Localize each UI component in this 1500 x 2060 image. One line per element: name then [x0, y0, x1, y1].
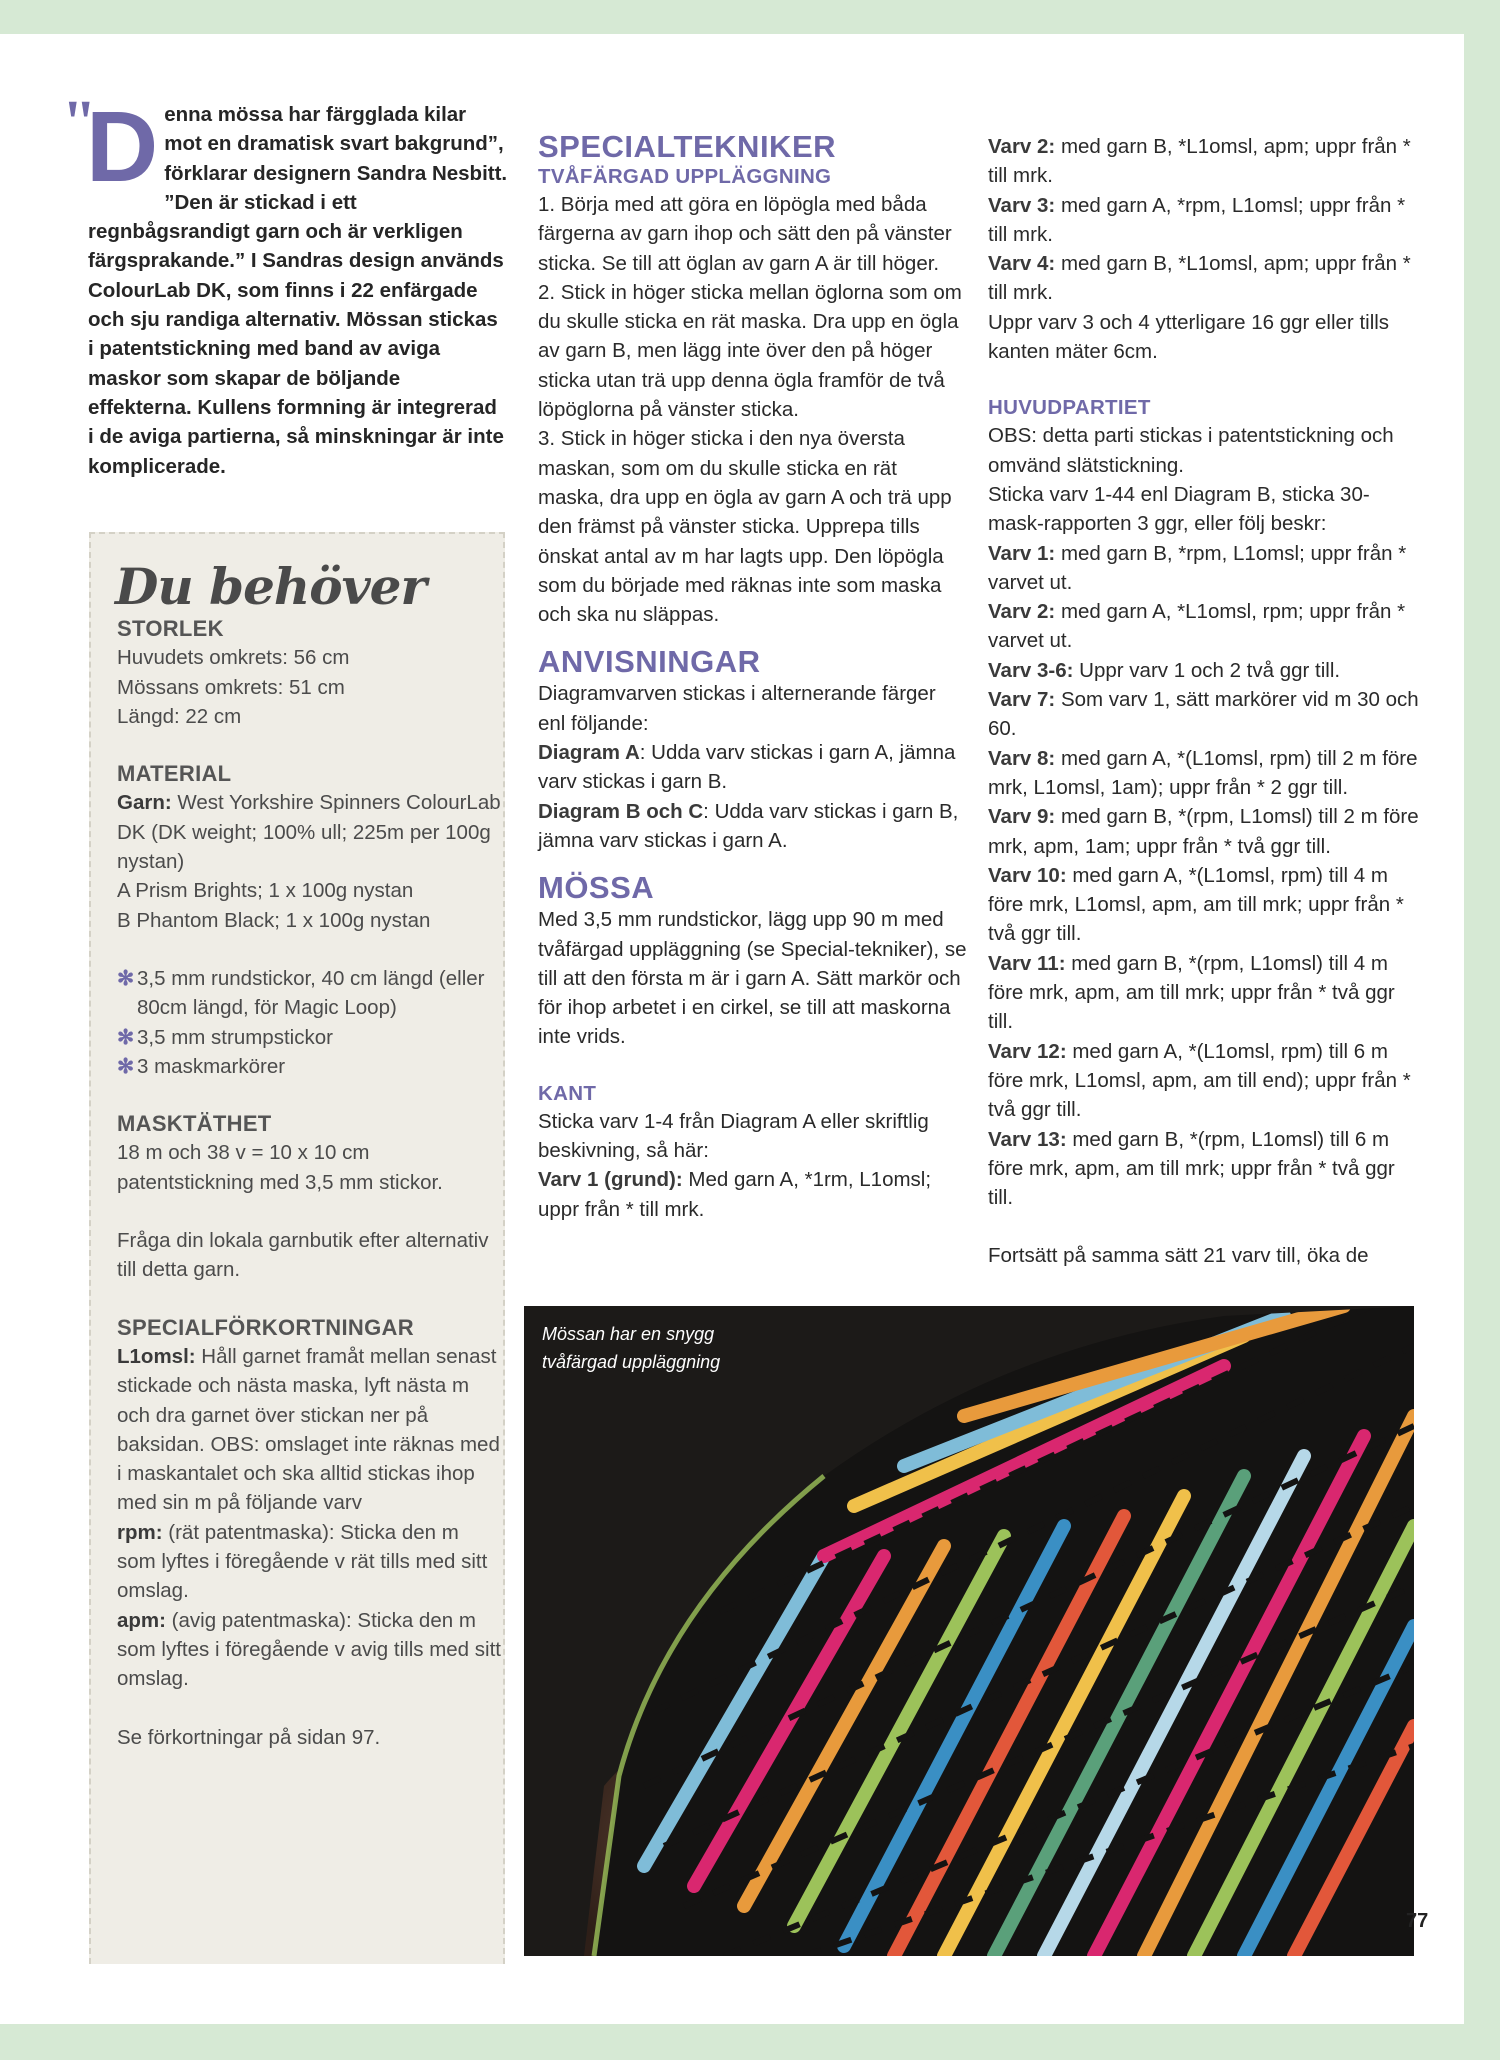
row-instruction: Varv 1 (grund): Med garn A, *1rm, L1omsl; uppr från * till mrk. [538, 1168, 932, 1221]
hat-heading: MÖSSA [538, 870, 655, 906]
abbreviation-item: apm: (avig patentmaska): Sticka den m som lyftes i föregående v avig tills med sitt omslag. [117, 1608, 501, 1691]
pattern-column-right [988, 132, 1423, 1271]
size-line: Huvudets omkrets: 56 cm [117, 646, 350, 670]
diagram-note: Diagram B och C: Udda varv stickas i garn B, jämna varv stickas i garn A. [538, 799, 959, 852]
yarn-text: West Yorkshire Spinners ColourLab DK (DK weight; 100% ull; 225m per 100g nystan) [117, 791, 501, 874]
continue-instruction: Fortsätt på samma sätt 21 varv till, öka de [988, 1244, 1369, 1268]
cast-on-subheading: TVÅFÄRGAD UPPLÄGGNING [538, 165, 832, 188]
drop-cap: D [86, 91, 159, 203]
brim-heading: KANT [538, 1081, 597, 1105]
row-instruction: Varv 2: med garn A, *L1omsl, rpm; uppr från * varvet ut. [988, 600, 1406, 653]
knitted-hat-illustration [524, 1306, 1414, 1956]
yarn-color-b: B Phantom Black; 1 x 100g nystan [117, 908, 431, 932]
hat-instructions: Med 3,5 mm rundstickor, lägg upp 90 m med tvåfärgad uppläggning (se Special-tekniker), se till att den första m är i garn A. Sätt markör och för ihop arbetet i en cirkel, se till att maskorna inte vrids. [538, 908, 967, 1049]
row-instruction: Varv 7: Som varv 1, sätt markörer vid m 30 och 60. [988, 688, 1419, 741]
asterisk-icon: ✻ [117, 1054, 135, 1078]
diagram-note: Diagram A: Udda varv stickas i garn A, jämna varv stickas i garn B. [538, 741, 956, 794]
size-heading: STORLEK [117, 616, 224, 641]
needle-list-item: ✻ 3 maskmarkörer [117, 1052, 503, 1081]
row-instruction: Varv 12: med garn A, *(L1omsl, rpm) till 6 m före mrk, L1omsl, apm, am till end); uppr från * två ggr till. [988, 1039, 1411, 1122]
hat-photo [524, 1306, 1414, 1956]
technique-step: 3. Stick in höger sticka i den nya översta maskan, som om du skulle sticka en rät maska, dra upp en ögla av garn A och trä upp den främst på vänster sticka. Upprepa tills önskat antal av m har lagts upp. Den löpögla som du började med räknas inte som maska och ska nu släppas. [538, 427, 952, 627]
special-techniques-heading: SPECIALTEKNIKER [538, 129, 837, 164]
row-instruction: Varv 9: med garn B, *(rpm, L1omsl) till 2 m före mrk, apm, 1am; uppr från * två ggr till. [988, 805, 1419, 858]
main-section-intro: Sticka varv 1-44 enl Diagram B, sticka 30-mask-rapporten 3 ggr, eller följ beskr: [988, 482, 1370, 536]
row-instruction: Varv 8: med garn A, *(L1omsl, rpm) till 2 m före mrk, L1omsl, 1am); uppr från * 2 ggr till. [988, 746, 1418, 799]
size-line: Längd: 22 cm [117, 704, 242, 728]
size-line: Mössans omkrets: 51 cm [117, 675, 345, 699]
needle-list-item: ✻ 3,5 mm rundstickor, 40 cm längd (eller 80cm längd, för Magic Loop) [117, 964, 503, 1023]
main-section-note: OBS: detta parti stickas i patentstickning och omvänd slätstickning. [988, 424, 1394, 477]
row-instruction: Varv 3: med garn A, *rpm, L1omsl; uppr från * till mrk. [988, 193, 1406, 246]
row-instruction: Varv 2: med garn B, *L1omsl, apm; uppr från * till mrk. [988, 135, 1411, 188]
gauge-note: Fråga din lokala garnbutik efter alternativ till detta garn. [117, 1229, 489, 1282]
pattern-column-middle [538, 130, 968, 1224]
yarn-color-a: A Prism Brights; 1 x 100g nystan [117, 879, 414, 903]
sidebar-title: Du behöver [115, 557, 426, 616]
row-instruction: Varv 4: med garn B, *L1omsl, apm; uppr från * till mrk. [988, 252, 1411, 305]
intro-paragraph [62, 89, 508, 481]
gauge-text: 18 m och 38 v = 10 x 10 cm patentstickning med 3,5 mm stickor. [117, 1141, 443, 1194]
row-instruction: Varv 3-6: Uppr varv 1 och 2 två ggr till. [988, 658, 1341, 682]
asterisk-icon: ✻ [117, 1025, 135, 1049]
abbreviation-item: L1omsl: Håll garnet framåt mellan senast stickade och nästa maska, lyft nästa m och dra garnet över stickan ner på baksidan. OBS: omslaget inte räknas med i maskantalet och ska alltid stickas ihop med sin m på följande varv [117, 1344, 500, 1515]
instructions-intro: Diagramvarven stickas i alternerande färger enl följande: [538, 682, 936, 735]
asterisk-icon: ✻ [117, 966, 135, 990]
intro-text: enna mössa har färgglada kilar mot en dramatisk svart bakgrund”, förklarar designern Sandra Nesbitt. ”Den är stickad i ett regnbågsrandigt garn och är verkligen färgsprakande.” I Sandras design används ColourLab DK, som finns i 22 enfärgade och sju randiga alternativ. Mössan stickas i patentstickning med band av aviga maskor som skapar de böljande effekterna. Kullens formning är integrerad i de aviga partierna, så minskningar är inte komplicerade. [88, 103, 508, 478]
material-heading: MATERIAL [117, 761, 232, 787]
brim-text: Sticka varv 1-4 från Diagram A eller skriftlig beskivning, så här: [538, 1109, 929, 1163]
abbreviations-reference: Se förkortningar på sidan 97. [117, 1725, 381, 1749]
photo-caption: Mössan har en snygg tvåfärgad uppläggning [542, 1324, 721, 1372]
page-number: 77 [1406, 1910, 1429, 1932]
yarn-label: Garn: [117, 791, 172, 815]
repeat-instruction: Uppr varv 3 och 4 ytterligare 16 ggr eller tills kanten mäter 6cm. [988, 310, 1390, 364]
row-instruction: Varv 1: med garn B, *rpm, L1omsl; uppr från * varvet ut. [988, 541, 1407, 594]
main-section-heading: HUVUDPARTIET [988, 396, 1151, 420]
opening-quote-mark: " [62, 89, 97, 157]
row-instruction: Varv 11: med garn B, *(rpm, L1omsl) till 4 m före mrk, apm, am till mrk; uppr från * två ggr till. [988, 951, 1395, 1034]
technique-step: 2. Stick in höger sticka mellan öglorna som om du skulle sticka en rät maska. Dra upp en ögla av garn B, men lägg inte över den på höger sticka utan trä upp denna ögla framför de två löpöglorna på vänster sticka. [538, 280, 962, 422]
technique-step: 1. Börja med att göra en löpögla med båda färgerna av garn ihop och sätt den på vänster sticka. Se till att öglan av garn A är till höger. [538, 193, 952, 275]
yarn-description [117, 788, 503, 876]
abbreviations-heading: SPECIALFÖRKORTNINGAR [117, 1314, 414, 1340]
gauge-heading: MASKTÄTHET [117, 1111, 272, 1137]
needle-list-item: ✻ 3,5 mm strumpstickor [117, 1023, 503, 1052]
abbreviation-item: rpm: (rät patentmaska): Sticka den m som lyftes i föregående v rät tills med sitt omslag. [117, 1520, 488, 1603]
row-instruction: Varv 10: med garn A, *(L1omsl, rpm) till 4 m före mrk, L1omsl, apm, am till mrk; uppr från * två ggr till. [988, 863, 1404, 946]
row-instruction: Varv 13: med garn B, *(rpm, L1omsl) till 6 m före mrk, apm, am till mrk; uppr från * två ggr till. [988, 1127, 1395, 1210]
instructions-heading: ANVISNINGAR [538, 644, 761, 680]
materials-sidebar [89, 532, 505, 1964]
